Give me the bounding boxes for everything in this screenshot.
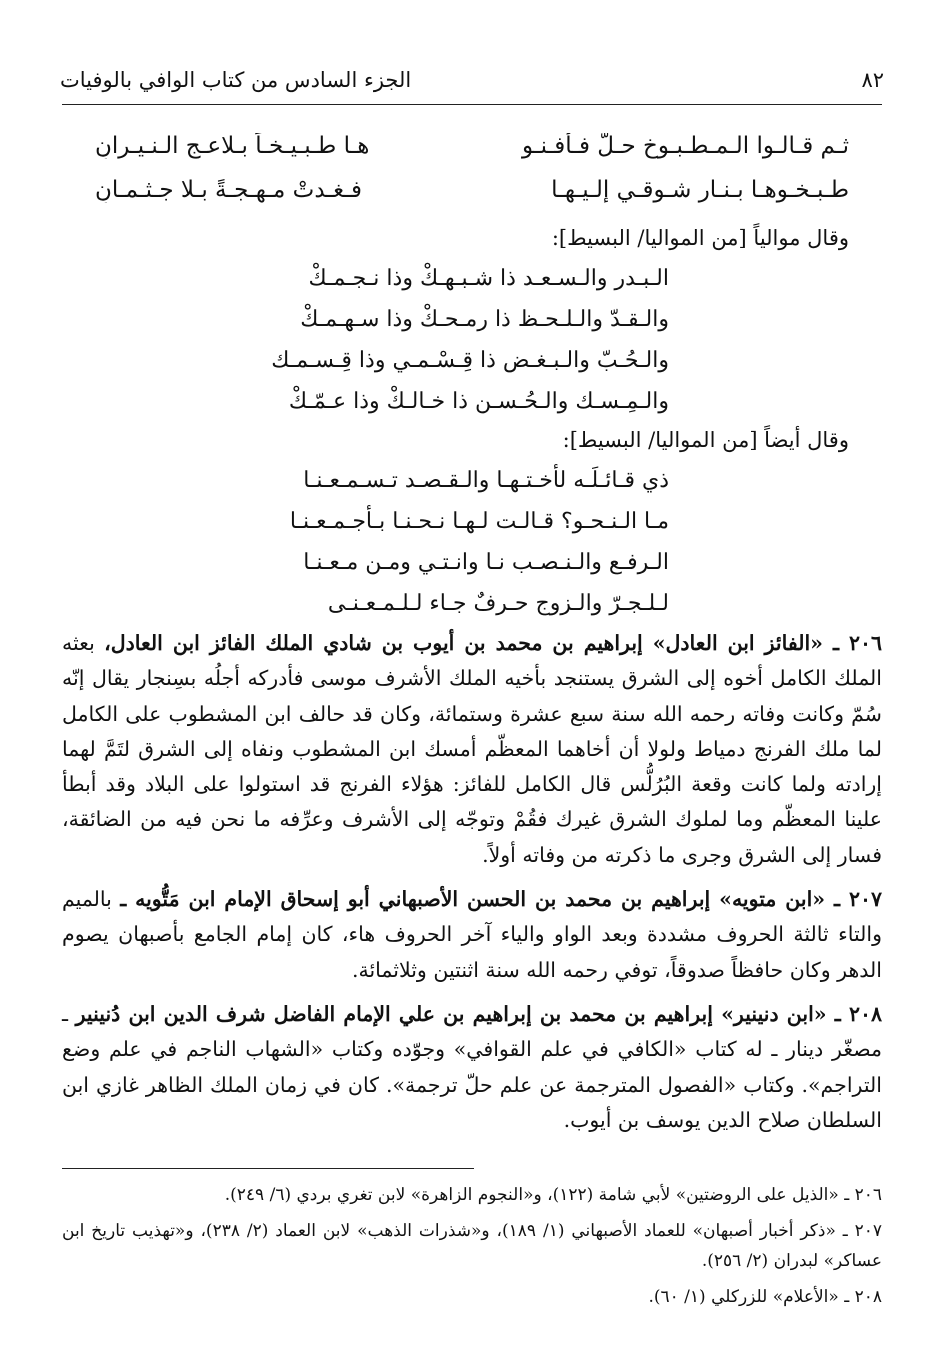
first-hemistich: ثـم قـالـوا الـمـطـبـوخ حـلٌّ فـأفـنـو [521, 133, 849, 159]
poem-mawaliya-1 [60, 218, 849, 422]
running-title: الجزء السادس من كتاب الوافي بالوفيات [60, 68, 412, 92]
footnote: ٢٠٦ ـ «الذيل على الروضتين» لأبي شامة (١٢٢)، و«النجوم الزاهرة» لابن تغري بردي (٦/ ٢٤٩). [224, 1185, 882, 1205]
verse-line: الـبـدر والـسـعـد ذا شـبـهـكْ وذا نـجـمـكْ [308, 266, 669, 291]
verse-line: والـقـدّ والـلـحـظ ذا رمـحـكْ وذا سـهـمـكْ [300, 307, 669, 332]
couplet-line [95, 168, 849, 212]
entry-heading: ٢٠٨ ـ «ابن دنينير» إبراهيم بن محمد بن إبراهيم بن علي الإمام الفاضل شرف الدين ابن دُنينير [75, 1001, 882, 1026]
second-hemistich: هـا طـبـيـخـاً بـلاعـج الـنـيـرانِ [95, 133, 370, 159]
page-number: ٨٢ [861, 68, 884, 92]
verse-line: مـا الـنـحـو؟ قـالـت لـهـا نـحـنـا بـأجـمـعـنـا [289, 509, 669, 534]
couplet-line [95, 124, 849, 168]
entry-208 [62, 997, 882, 1138]
couplet-block [95, 124, 849, 212]
entry-206 [62, 626, 882, 873]
poem-intro: وقال أيضاً [من المواليا/ البسيط]: [562, 428, 849, 452]
first-hemistich: طـبـخـوهـا بـنـار شـوقـي إلـيـهـا [551, 177, 849, 203]
footnotes [62, 1180, 882, 1318]
verse-line: والـحُـبّ والـبـغـض ذا قِـسْـمـي وذا قِـسـمـك [271, 348, 669, 373]
verse-line: لـلـجـرّ والـزوج حـرفٌ جـاء لـلـمـعـنـى [327, 591, 669, 616]
entry-body: ـ مصغّر دينار ـ له كتاب «الكافي في علم القوافي» وجوّده وكتاب «الشهاب الناجم في علم وضع التراجم». وكتاب «الفصول المترجمة عن علم حلّ ترجمة». كان في زمان الملك الظاهر غازي ابن السلطان صلاح الدين يوسف بن أيوب. [62, 1001, 882, 1132]
verse-line: الـرفـع والـنـصـب نـا وانـتـي ومـن مـعـنـا [303, 550, 669, 575]
verse-line: ذي قـائـلَـه لأخـتـهـا والـقـصـد تـسـمـعـنـا [303, 468, 669, 493]
header-rule [62, 104, 882, 105]
entry-heading: ٢٠٧ ـ «ابن متويه» إبراهيم بن محمد بن الحسن الأصبهاني أبو إسحاق الإمام ابن مَتُّويه ـ [120, 887, 882, 912]
footnote-rule [62, 1168, 474, 1169]
poem-mawaliya-2 [60, 420, 849, 624]
biography-entries [62, 626, 882, 1147]
entry-heading: ٢٠٦ ـ «الفائز ابن العادل» إبراهيم بن محمد بن أيوب بن شادي الملك الفائز ابن العادل، [104, 631, 882, 655]
entry-207 [62, 882, 882, 988]
page-header [60, 62, 884, 98]
entry-body: بعثه الملك الكامل أخوه إلى الشرق يستنجد بأخيه الملك الأشرف موسى فأدركه أجلُه بسِنجار يقال إنّه سُمّ وكانت وفاته رحمه الله سنة سبع عشرة وستمائة، وكان قد حالف ابن المشطوب على الكامل لما ملك الفرنج دمياط ولولا أن أخاهما المعظّم أمسك ابن المشطوب ونفاه إلى الشرق لتَمَّ لهما إرادته ولما كانت وقعة البُرُلُّس قال الكامل للفائز: هؤلاء الفرنج قد استولوا على البلاد وقد أبطأ علينا المعظّم وما لملوك الشرق غيرك فقُمْ وتوجّه إلى الأشرف وعرِّفه ما نحن فيه من الضائقة، فسار إلى الشرق وجرى ما ذكرته من وفاته أولاً. [62, 631, 882, 867]
footnote: ٢٠٨ ـ «الأعلام» للزركلي (١/ ٦٠). [648, 1287, 882, 1307]
verse-line: والـمِـسـك والـحُـسـن ذا خـالـكْ وذا عـمّـكْ [288, 389, 669, 414]
footnote: ٢٠٧ ـ «ذكر أخبار أصبهان» للعماد الأصبهاني (١/ ١٨٩)، و«شذرات الذهب» لابن العماد (٢/ ٢٣٨)، و«تهذيب تاريخ ابن عساكر» لبدران (٢/ ٢٥٦). [62, 1221, 883, 1271]
poem-intro: وقال موالياً [من المواليا/ البسيط]: [551, 226, 849, 250]
second-hemistich: فـغـدتْ مـهـجـةً بـلا جـثـمـانِ [95, 177, 362, 203]
entry-body: بالميم والتاء ثالثة الحروف مشددة وبعد الواو والياء آخر الحروف هاء، كان إمام الجامع بأصبهان يصوم الدهر وكان حافظاً صدوقاً، توفي رحمه الله سنة اثنتين وثلاثمائة. [62, 887, 882, 982]
